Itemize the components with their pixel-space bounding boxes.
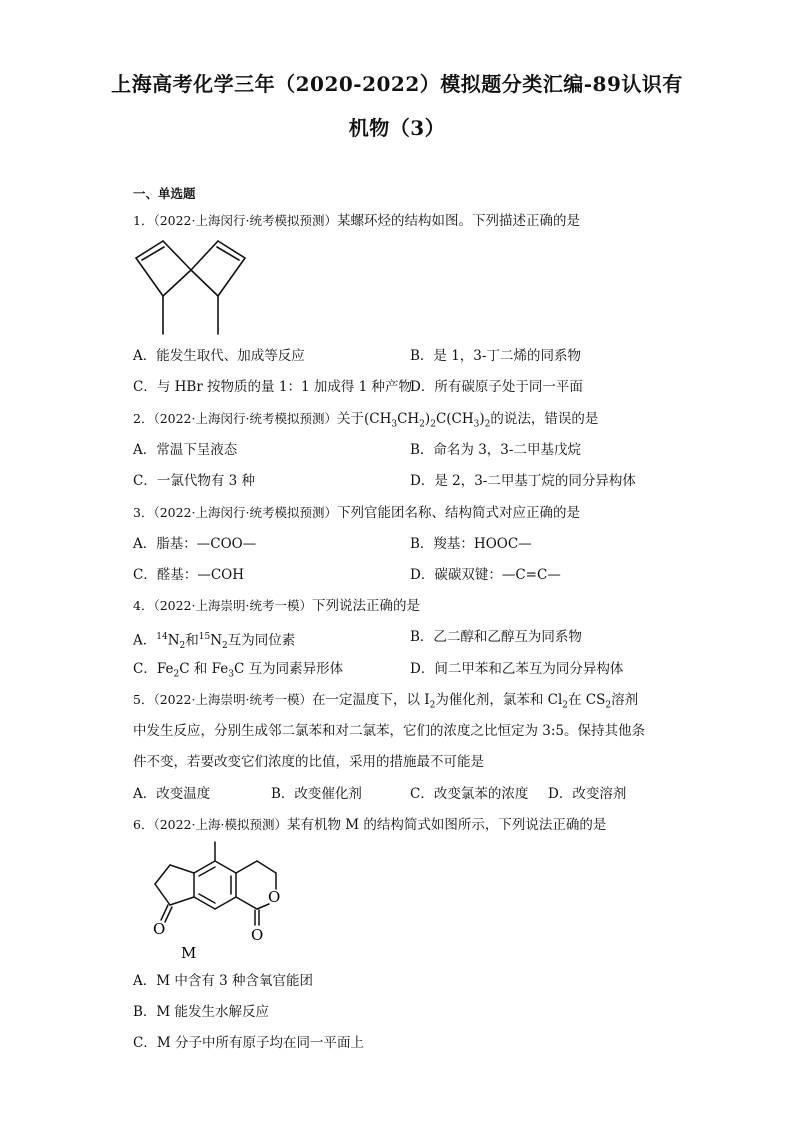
subscript: 3: [228, 669, 234, 680]
question-1-source: 1．（2022·上海闵行·统考模拟预测）: [133, 213, 337, 228]
atom-label-o-carbonyl: O: [251, 926, 264, 944]
question-2-stem: [133, 409, 598, 435]
section-heading: 一、单选题: [133, 186, 196, 201]
question-2-formula-part: ): [424, 411, 431, 427]
question-2-source: 2．（2022·上海闵行·统考模拟预测）: [133, 411, 337, 426]
question-4-stem: [133, 596, 420, 616]
formula-part: N: [210, 632, 223, 649]
subscript: 2: [429, 700, 436, 711]
question-3-option-b: B．羧基：HOOC—: [410, 536, 532, 552]
question-6-text: 某有机物 M 的结构简式如图所示，下列说法正确的是: [286, 817, 607, 833]
subscript: 2: [222, 641, 228, 652]
question-6-option-a: A．M 中含有 3 种含氧官能团: [133, 973, 314, 989]
subscript: 2: [562, 700, 569, 711]
subscript: 2: [173, 669, 180, 680]
question-6-stem: [133, 815, 606, 835]
question-4-option-b: B．乙二醇和乙醇互为同系物: [410, 629, 582, 645]
question-3-text: 下列官能团名称、结构简式对应正确的是: [336, 505, 580, 521]
question-3-stem: [133, 503, 580, 523]
question-2-formula-part: ): [479, 411, 485, 427]
option-letter: A．: [133, 632, 157, 649]
question-4-option-d: D．间二甲苯和乙苯互为同分异构体: [410, 661, 624, 677]
question-5-option-b: B．改变催化剂: [271, 786, 362, 802]
molecule-label-m: M: [181, 944, 197, 962]
formula-part: C．Fe: [133, 661, 174, 677]
question-5-option-a: A．改变温度: [133, 786, 211, 802]
subscript: 3: [391, 419, 398, 430]
superscript: 15: [198, 632, 211, 642]
question-5-text: 在一定温度下，以 I: [311, 692, 430, 708]
question-2-option-d: D．是 2，3-二甲基丁烷的同分异构体: [410, 473, 636, 489]
question-5-stem-line-3: 件不变，若要改变它们浓度的比值，采用的措施最不可能是: [133, 754, 484, 770]
question-6-option-b: B．M 能发生水解反应: [133, 1004, 270, 1020]
question-1-option-b: B．是 1，3-丁二烯的同系物: [410, 348, 581, 364]
formula-part: 和: [185, 632, 199, 649]
question-5-source: 5．（2022·上海崇明·统考一模）: [133, 692, 312, 707]
question-1-option-c: C．与 HBr 按物质的量 1：1 加成得 1 种产物: [133, 379, 412, 395]
question-1-option-d: D．所有碳原子处于同一平面: [410, 379, 583, 395]
question-6-molecule-m-structure: [126, 840, 286, 962]
question-5-option-c: C．改变氯苯的浓度: [410, 786, 529, 802]
question-2-option-a: A．常温下呈液态: [133, 442, 238, 458]
question-2-formula-part: 关于(CH: [336, 411, 392, 427]
question-2-text: 的说法，错误的是: [490, 411, 599, 427]
question-3-option-a: A．脂基：—COO—: [133, 536, 257, 552]
question-5-text: 为催化剂，氯苯和 Cl: [435, 692, 563, 708]
option-text: C 互为同素异形体: [233, 661, 344, 677]
question-2-formula-part: CH: [397, 411, 420, 427]
question-5-option-d: D．改变溶剂: [548, 786, 627, 802]
option-text: 互为同位素: [227, 632, 296, 649]
question-3-option-d: D．碳碳双键：—C=C—: [410, 567, 561, 583]
question-3-option-c: C．醛基：—COH: [133, 567, 244, 583]
document-title-line-1: 上海高考化学三年（2020-2022）模拟题分类汇编-89认识有: [111, 72, 683, 96]
question-5-text: 在 CS: [568, 692, 606, 708]
question-3-source: 3．（2022·上海闵行·统考模拟预测）: [133, 505, 337, 520]
question-5-stem-line-1: [133, 690, 638, 716]
document-title-line-2: 机物（3）: [348, 116, 446, 140]
atom-label-o-ketone: O: [153, 920, 166, 938]
subscript: 2: [419, 419, 425, 430]
question-2-formula-part: C(CH: [435, 411, 474, 427]
subscript: 2: [179, 641, 186, 652]
question-4-source: 4．（2022·上海崇明·统考一模）: [133, 598, 312, 613]
question-1-option-a: A．能发生取代、加成等反应: [133, 348, 305, 364]
atom-label-o-ring: O: [268, 888, 281, 906]
subscript: 2: [430, 419, 436, 430]
superscript: 14: [156, 632, 168, 642]
subscript: 2: [605, 700, 612, 711]
formula-part: C 和 Fe: [179, 661, 229, 677]
question-4-text: 下列说法正确的是: [311, 598, 420, 614]
question-6-source: 6．（2022·上海·模拟预测）: [133, 817, 287, 832]
question-5-stem-line-2: 中发生反应，分别生成邻二氯苯和对二氯苯，它们的浓度之比恒定为 3:5。保持其他条: [133, 723, 646, 739]
formula-part: N: [167, 632, 180, 649]
question-1-stem: [133, 211, 580, 231]
question-2-option-b: B．命名为 3，3-二甲基戊烷: [410, 442, 581, 458]
question-4-option-a: [133, 627, 295, 656]
subscript: 2: [484, 419, 491, 430]
question-4-option-c: [133, 659, 343, 685]
question-1-text: 某螺环烃的结构如图。下列描述正确的是: [336, 213, 580, 229]
question-6-option-c: C．M 分子中所有原子均在同一平面上: [133, 1035, 364, 1051]
question-5-text: 溶剂: [611, 692, 639, 708]
question-2-option-c: C．一氯代物有 3 种: [133, 473, 256, 489]
question-1-spiro-structure: [132, 236, 252, 336]
subscript: 3: [473, 419, 480, 430]
